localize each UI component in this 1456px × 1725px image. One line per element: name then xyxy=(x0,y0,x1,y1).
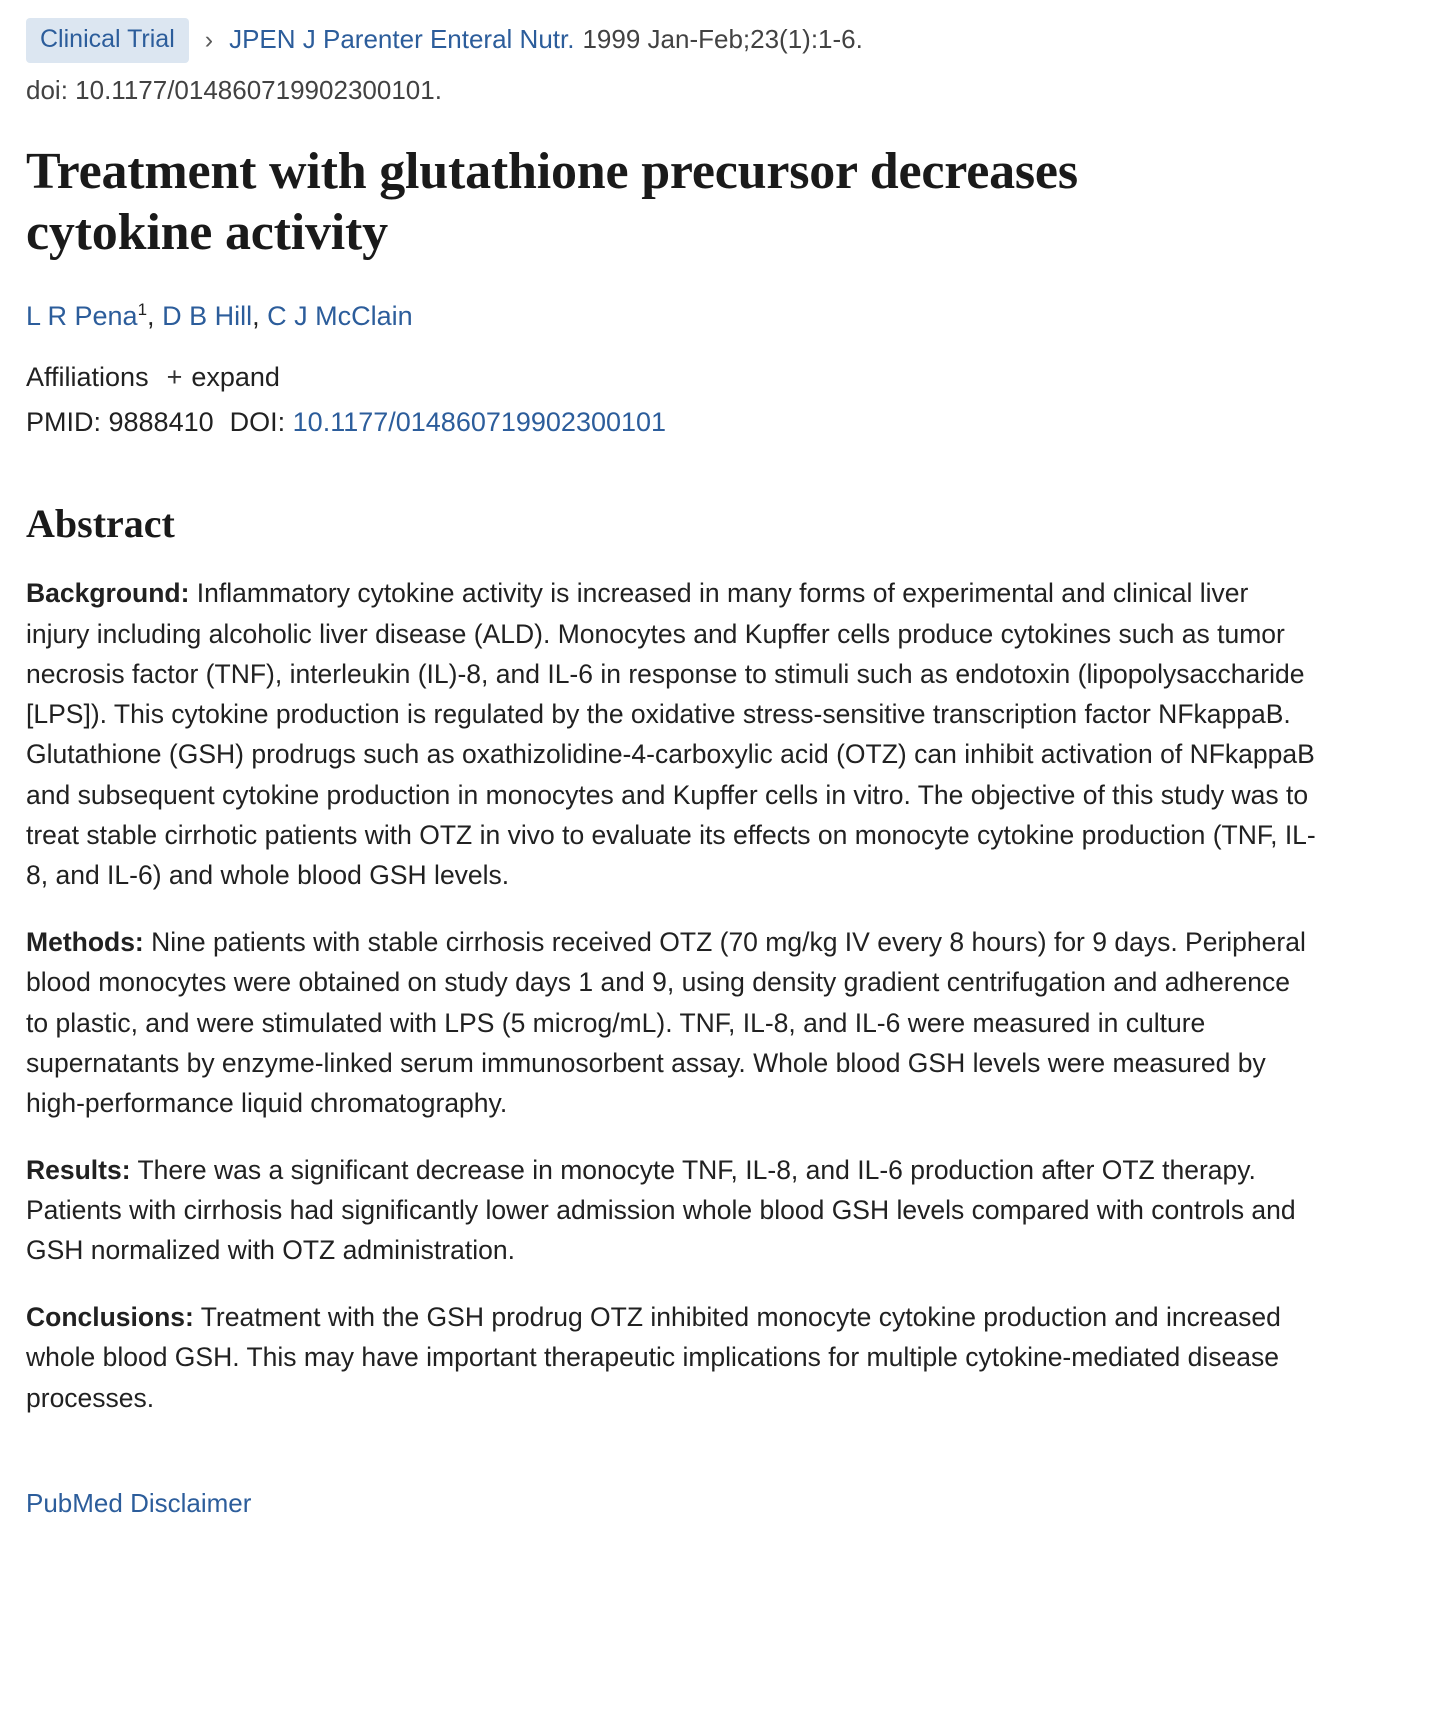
pmid-text: PMID: 9888410 xyxy=(26,407,214,438)
citation-doi: doi: 10.1177/014860719902300101. xyxy=(26,74,442,105)
author-separator-2: , xyxy=(252,301,268,332)
abstract-label-methods: Methods: xyxy=(26,927,144,958)
abstract-section-methods xyxy=(26,922,1316,1123)
pubmed-disclaimer-link[interactable]: PubMed Disclaimer xyxy=(26,1488,252,1519)
author-3[interactable]: C J McClain xyxy=(267,301,413,332)
citation-line xyxy=(26,18,1430,63)
abstract-label-conclusions: Conclusions: xyxy=(26,1302,194,1333)
doi-label: DOI: xyxy=(229,407,286,438)
abstract-text-background: Inflammatory cytokine activity is increased in many forms of experimental and clinical liver injury including alcoholic liver disease (ALD). Monocytes and Kupffer cells produce cytokines such as tumor necrosis factor (TNF), interleukin (IL)-8, and IL-6 in response to stimuli such as endotoxin (lipopolysaccharide [LPS]). This cytokine production is regulated by the oxidative stress-sensitive transcription factor NFkappaB. Glutathione (GSH) prodrugs such as oxathizolidine-4-carboxylic acid (OTZ) can inhibit activation of NFkappaB and subsequent cytokine production in monocytes and Kupffer cells in vitro. The objective of this study was to treat stable cirrhotic patients with OTZ in vivo to evaluate its effects on monocyte cytokine production (TNF, IL-8, and IL-6) and whole blood GSH levels. xyxy=(26,578,1316,891)
journal-link[interactable]: JPEN J Parenter Enteral Nutr. xyxy=(229,24,575,55)
abstract-text-conclusions: Treatment with the GSH prodrug OTZ inhibited monocyte cytokine production and increased whole blood GSH. This may have important therapeutic implications for multiple cytokine-mediated disease processes. xyxy=(26,1302,1281,1413)
affiliations-row xyxy=(26,362,1430,393)
expand-affiliations-button[interactable] xyxy=(167,362,280,393)
page-title: Treatment with glutathione precursor decreases cytokine activity xyxy=(26,142,1078,261)
author-2[interactable]: D B Hill xyxy=(162,301,253,332)
publication-type-badge[interactable]: Clinical Trial xyxy=(26,18,189,63)
chevron-right-icon: › xyxy=(204,26,214,54)
affiliations-label: Affiliations xyxy=(26,362,149,393)
abstract-text-methods: Nine patients with stable cirrhosis received OTZ (70 mg/kg IV every 8 hours) for 9 days. Peripheral blood monocytes were obtained on study days 1 and 9, using density gradient centrifugation and adherence to plastic, and were stimulated with LPS (5 microg/mL). TNF, IL-8, and IL-6 were measured in culture supernatants by enzyme-linked serum immunosorbent assay. Whole blood GSH levels were measured by high-performance liquid chromatography. xyxy=(26,927,1306,1119)
author-1[interactable]: L R Pena xyxy=(26,301,138,332)
abstract-section-conclusions xyxy=(26,1297,1316,1418)
doi-link[interactable]: 10.1177/014860719902300101 xyxy=(292,407,667,438)
abstract-section-results xyxy=(26,1150,1316,1271)
author-1-affiliation-marker[interactable]: 1 xyxy=(137,300,148,320)
expand-label: expand xyxy=(191,362,280,393)
citation-issue: 1999 Jan-Feb;23(1):1-6. xyxy=(582,24,863,55)
abstract-label-results: Results: xyxy=(26,1154,131,1185)
abstract-heading: Abstract xyxy=(26,501,175,547)
abstract-section-background xyxy=(26,573,1316,895)
identifiers-row xyxy=(26,407,1430,438)
abstract-text-results: There was a significant decrease in monocyte TNF, IL-8, and IL-6 production after OTZ therapy. Patients with cirrhosis had significantly lower admission whole blood GSH levels compared with controls and GSH normalized with OTZ administration. xyxy=(26,1154,1296,1266)
author-separator-1: , xyxy=(147,301,163,332)
author-list xyxy=(26,299,1430,334)
plus-icon: + xyxy=(166,362,183,393)
abstract-label-background: Background: xyxy=(26,578,190,609)
